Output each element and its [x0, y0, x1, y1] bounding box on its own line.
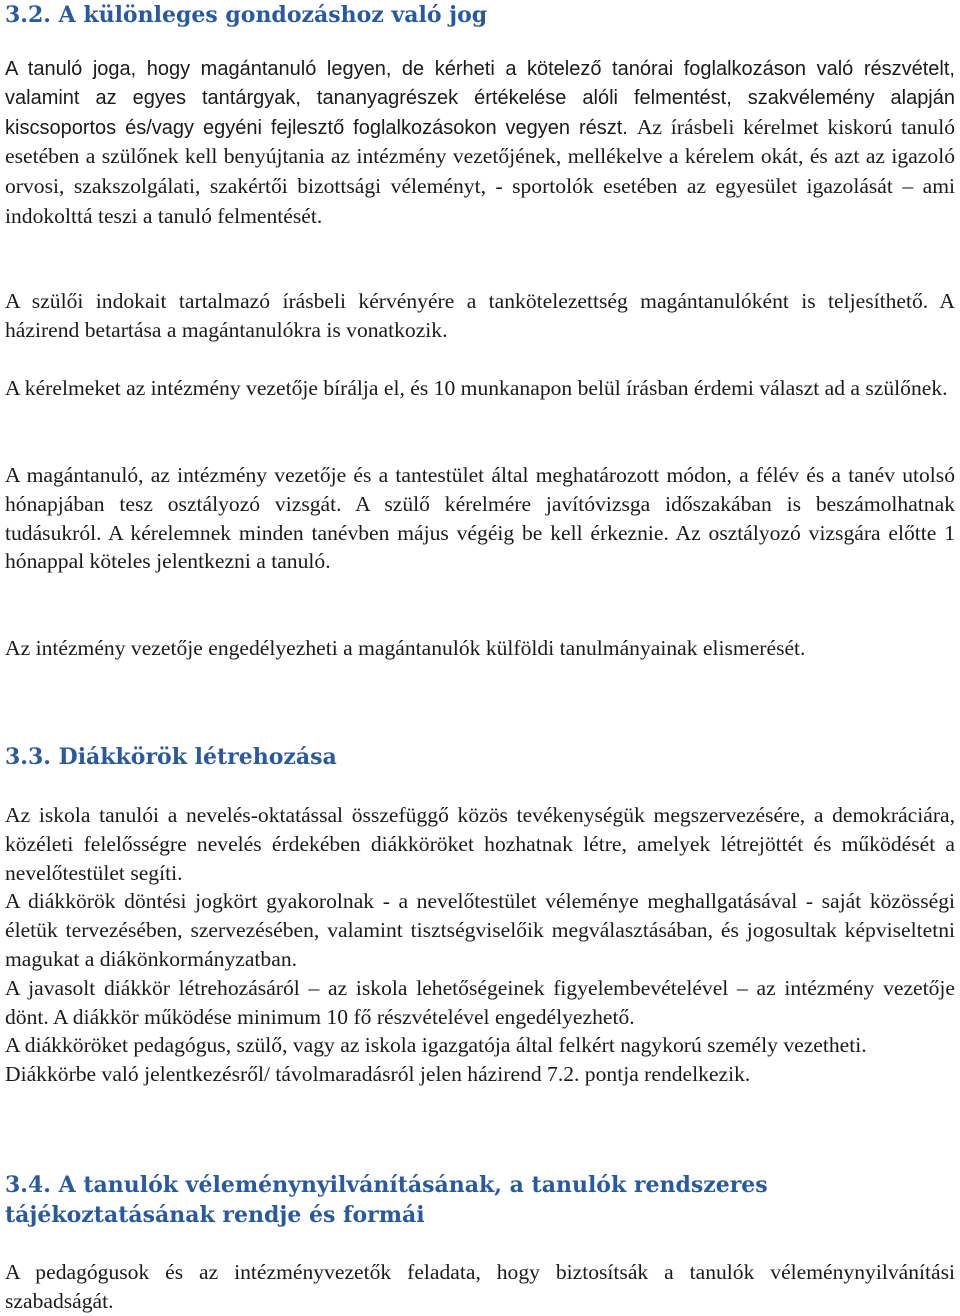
paragraph-text: A tanuló joga, hogy magántanuló legyen, de kérheti a kötelező tanórai foglalkozáson való részvételt, valamint az egyes tantárgyak, tananyagrészek értékelése alóli felmentést, szakvélemény alapján kiscsoportos és/vagy egyéni fejlesztő foglalkozásokon vegyen részt.: [5, 58, 955, 139]
paragraph-kerelmek: A kérelmeket az intézmény vezetője bírálja el, és 10 munkanapon belül írásban érdemi választ ad a szülőnek.: [5, 376, 948, 400]
diakkorok-paragraphs: [5, 801, 955, 1089]
paragraph-diakkor-vezetes: A diákköröket pedagógus, szülő, vagy az iskola igazgatója által felkért nagykorú személy vezetheti.: [5, 1033, 867, 1058]
paragraph-text: Az írásbeli kérelmet kiskorú tanuló esetében a szülőnek kell benyújtania az intézmény vezetőjének, mellékelve a kérelem okát, és azt az igazoló orvosi, szakszolgálati, szakértői bizottsági véleményt, - sportolók esetében az egyesület igazolását – ami indokolttá teszi a tanuló felmentését.: [5, 114, 956, 228]
section-heading-3-3: [5, 742, 955, 772]
paragraph-velemenynyilvanitas: A pedagógusok és az intézményvezetők feladata, hogy biztosítsák a tanulók véleménynyilvánítási szabadságát.: [5, 1260, 955, 1313]
paragraph-diakkor-letrehozas: Az iskola tanulói a nevelés-oktatással összefüggő közös tevékenységük megszervezésére, a demokráciára, közéleti felelősségre nevelés érdekében diákköröket hozhatnak létre, amelyek létrejöttét és működését a nevelőtestület segíti.: [5, 803, 955, 885]
section-number: 3.2.: [5, 2, 51, 28]
section-heading-3-4: [5, 1170, 955, 1230]
paragraph-diakkor-jelentkezes: Diákkörbe való jelentkezésről/ távolmaradásról jelen házirend 7.2. pontja rendelkezik.: [5, 1062, 751, 1087]
paragraph-diakkor-dontes: A javasolt diákkör létrehozásáról – az iskola lehetőségeinek figyelembevételével – az intézmény vezetője dönt. A diákkör működése minimum 10 fő részvételével engedélyezhető.: [5, 975, 955, 1029]
section-title: Diákkörök létrehozása: [58, 744, 337, 770]
paragraph-kerveny: A szülői indokait tartalmazó írásbeli kérvényére a tankötelezettség magántanulóként is teljesíthető. A házirend betartása a magántanulókra is vonatkozik.: [5, 289, 955, 342]
section-title: A tanulók véleménynyilvánításának, a tanulók rendszeres tájékoztatásának rendje és formái: [5, 1172, 768, 1228]
section-title: A különleges gondozáshoz való jog: [58, 2, 488, 28]
section-number: 3.3.: [5, 744, 51, 770]
section-number: 3.4.: [5, 1172, 51, 1198]
paragraph-osztalyozo-vizsga: A magántanuló, az intézmény vezetője és a tantestület által meghatározott módon, a félév és a tanév utolsó hónapjában tesz osztályozó vizsgát. A szülő kérelmére javítóvizsga időszakában is beszámolhatnak tudásukról. A kérelemnek minden tanévben május végéig be kell érkeznie. Az osztályozó vizsgára előtte 1 hónappal köteles jelentkezni a tanuló.: [5, 463, 955, 574]
paragraph-diakkor-jogkor: A diákkörök döntési jogkört gyakorolnak - a nevelőtestület véleménye meghallgatásával - saját közösségi életük tervezésében, szervezésében, valamint tisztségviselőik megválasztásában, és jogosultak képviseltetni magukat a diákönkormányzatban.: [5, 889, 955, 971]
paragraph-magantanulo-jog: [5, 55, 955, 232]
section-heading-3-2: [5, 0, 955, 30]
paragraph-kulfoldi-tanulmanyok: Az intézmény vezetője engedélyezheti a magántanulók külföldi tanulmányainak elismerését.: [5, 636, 806, 660]
